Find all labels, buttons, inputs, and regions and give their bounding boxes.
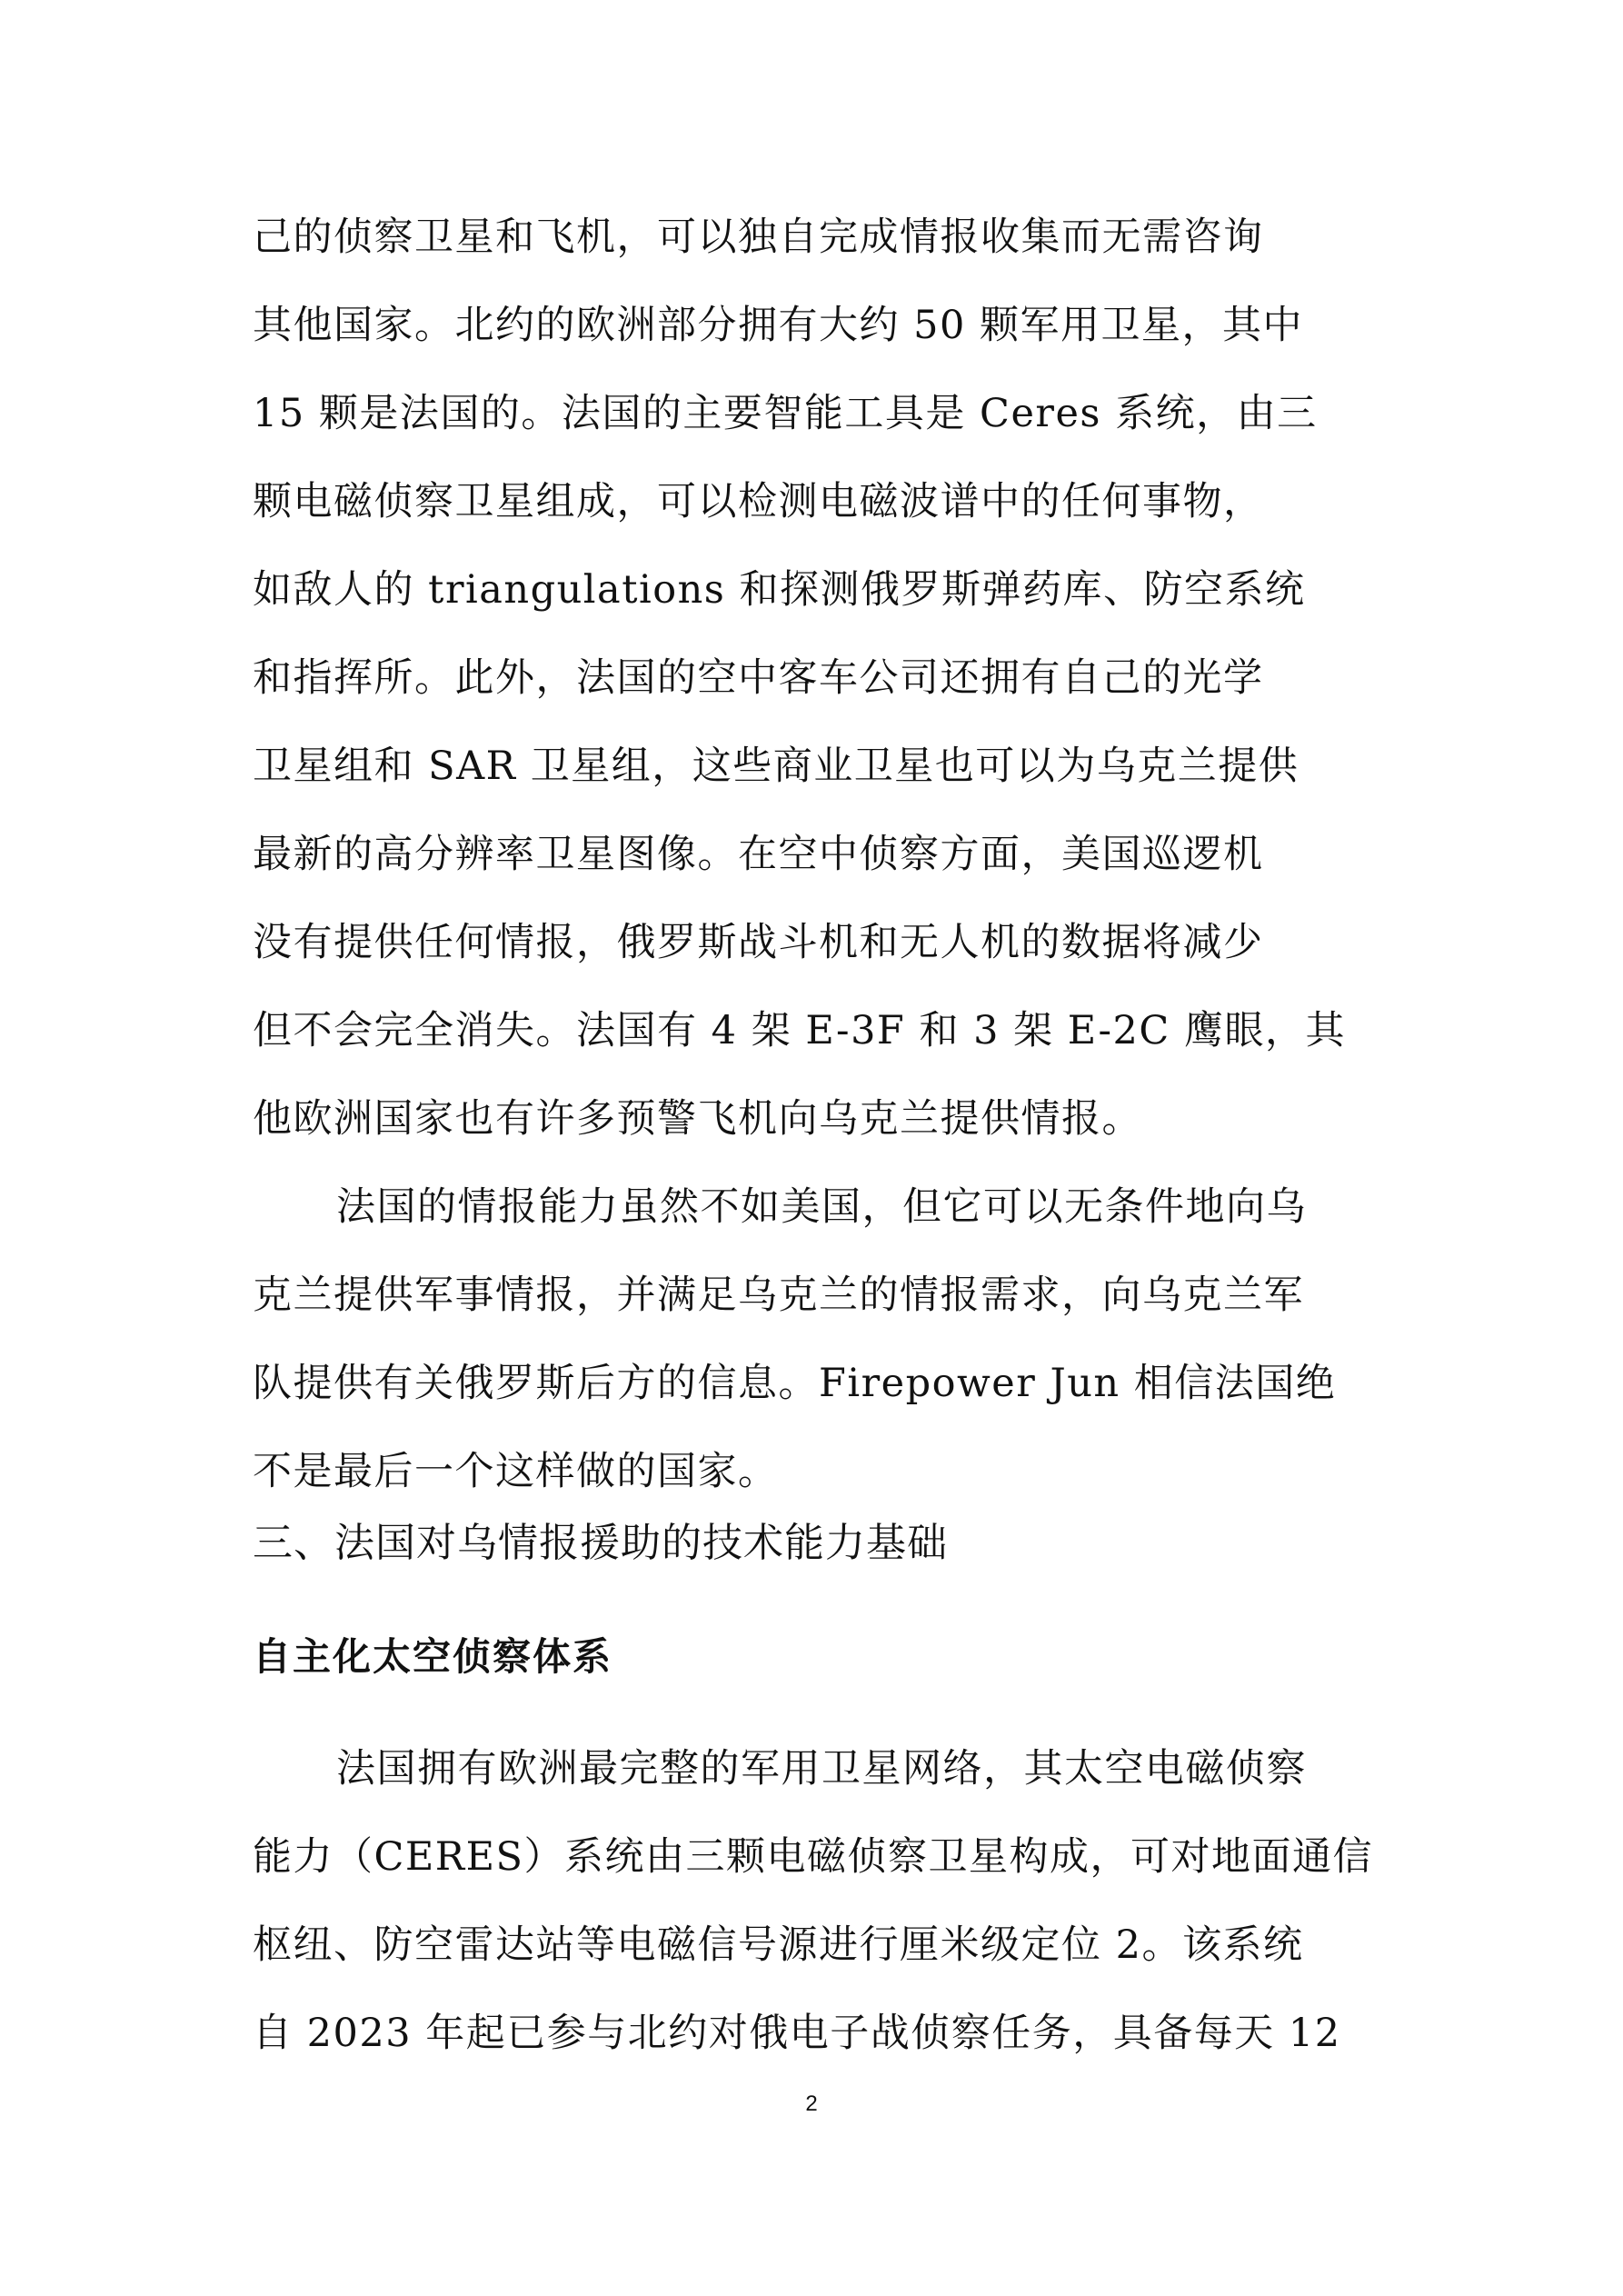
page-number: 2 xyxy=(805,2091,818,2116)
text-line: 15 颗是法国的。法国的主要智能工具是 Ceres 系统，由三 xyxy=(253,391,1318,436)
paragraph-1 xyxy=(253,194,1389,1163)
text-line: 能力（CERES）系统由三颗电磁侦察卫星构成，可对地面通信 xyxy=(253,1834,1374,1880)
text-line: 自 2023 年起已参与北约对俄电子战侦察任务，具备每天 12 xyxy=(253,2011,1341,2056)
text-line: 但不会完全消失。法国有 4 架 E-3F 和 3 架 E-2C 鹰眼，其 xyxy=(253,1008,1346,1053)
paragraph-2 xyxy=(253,1163,1389,1516)
text-line: 己的侦察卫星和飞机，可以独自完成情报收集而无需咨询 xyxy=(253,215,1264,260)
text-line: 克兰提供军事情报，并满足乌克兰的情报需求，向乌克兰军 xyxy=(253,1273,1304,1318)
text-line: 法国拥有欧洲最完整的军用卫星网络，其太空电磁侦察 xyxy=(336,1746,1307,1792)
text-line: 不是最后一个这样做的国家。 xyxy=(253,1449,779,1494)
text-line: 法国的情报能力虽然不如美国，但它可以无条件地向乌 xyxy=(336,1184,1307,1230)
text-line: 卫星组和 SAR 卫星组，这些商业卫星也可以为乌克兰提供 xyxy=(253,744,1299,789)
text-line: 队提供有关俄罗斯后方的信息。Firepower Jun 相信法国绝 xyxy=(253,1361,1337,1406)
section-heading: 三、法国对乌情报援助的技术能力基础 xyxy=(253,1520,948,1566)
subheading: 自主化太空侦察体系 xyxy=(253,1634,613,1679)
paragraph-3 xyxy=(253,1725,1389,2078)
text-line: 最新的高分辨率卫星图像。在空中侦察方面，美国巡逻机 xyxy=(253,832,1264,877)
text-line: 枢纽、防空雷达站等电磁信号源进行厘米级定位 2。该系统 xyxy=(253,1922,1304,1968)
text-line: 和指挥所。此外，法国的空中客车公司还拥有自己的光学 xyxy=(253,655,1264,701)
text-line: 颗电磁侦察卫星组成，可以检测电磁波谱中的任何事物， xyxy=(253,479,1264,524)
text-line: 他欧洲国家也有许多预警飞机向乌克兰提供情报。 xyxy=(253,1096,1142,1142)
text-line: 其他国家。北约的欧洲部分拥有大约 50 颗军用卫星，其中 xyxy=(253,303,1304,348)
text-line: 没有提供任何情报，俄罗斯战斗机和无人机的数据将减少 xyxy=(253,920,1264,965)
text-line: 如敌人的 triangulations 和探测俄罗斯弹药库、防空系统 xyxy=(253,567,1306,613)
